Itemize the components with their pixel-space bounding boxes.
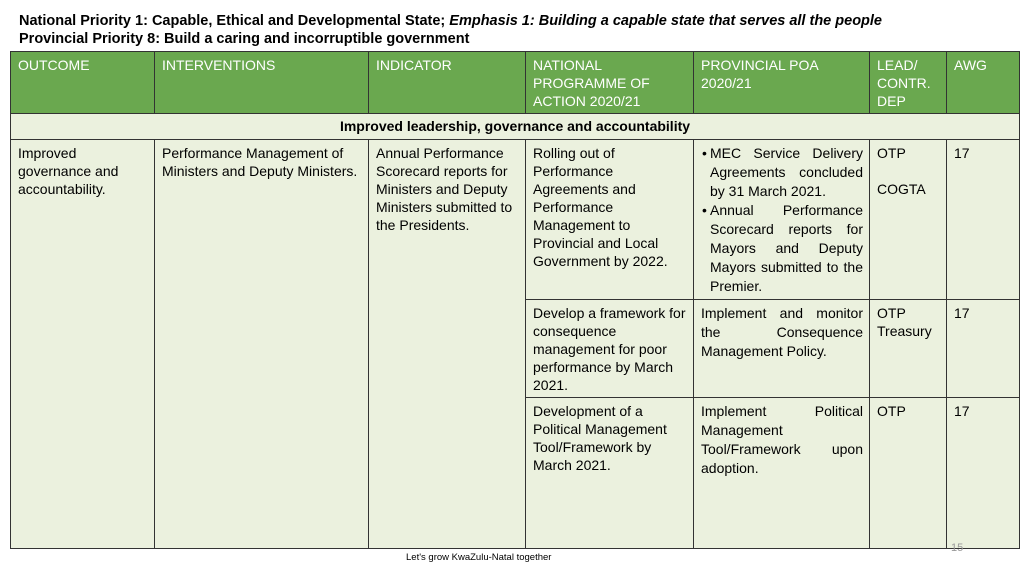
provincial-poa-cell: Implement and monitor the Consequence Management Policy. [694,300,870,398]
priority-table [10,51,1020,549]
header-outcome: OUTCOME [11,52,155,114]
section-title: Improved leadership, governance and accountability [11,114,1020,140]
national-priority-line [19,12,1019,30]
national-priority-text: National Priority 1: Capable, Ethical and Developmental State; [19,13,450,29]
lead-secondary: Treasury [877,323,932,339]
national-poa-cell: Development of a Political Management Tool/Framework by March 2021. [526,398,694,549]
table-row [11,140,1020,300]
awg-cell: 17 [947,398,1020,549]
footer-slogan: Let's grow KwaZulu-Natal together [406,552,552,563]
provincial-priority-line: Provincial Priority 8: Build a caring and incorruptible government [19,31,470,47]
lead-primary: OTP [877,305,906,321]
header-interventions: INTERVENTIONS [155,52,369,114]
lead-cell [870,140,947,300]
section-row [11,114,1020,140]
lead-secondary: COGTA [877,181,926,197]
provincial-poa-cell: Implement Political Management Tool/Framework upon adoption. [694,398,870,549]
lead-cell: OTP [870,398,947,549]
header-row [11,52,1020,114]
national-poa-cell: Rolling out of Performance Agreements and Performance Management to Provincial and Local Government by 2022. [526,140,694,300]
list-item: • MEC Service Delivery Agreements concluded by 31 March 2021. [710,144,863,201]
list-item: • Annual Performance Scorecard reports for Mayors and Deputy Mayors submitted to the Premier. [710,201,863,296]
national-poa-cell: Develop a framework for consequence management for poor performance by March 2021. [526,300,694,398]
page-number: 15 [951,542,964,554]
slide-heading [19,12,1019,48]
awg-cell: 17 [947,140,1020,300]
header-provincial-poa: PROVINCIAL POA 2020/21 [694,52,870,114]
emphasis-text: Emphasis 1: Building a capable state that serves all the people [449,13,883,29]
header-indicator: INDICATOR [369,52,526,114]
outcome-cell: Improved governance and accountability. [11,140,155,549]
awg-cell: 17 [947,300,1020,398]
intervention-cell: Performance Management of Ministers and Deputy Ministers. [155,140,369,549]
provincial-poa-list [701,144,863,296]
lead-cell [870,300,947,398]
header-awg: AWG [947,52,1020,114]
provincial-poa-cell [694,140,870,300]
lead-primary: OTP [877,145,906,161]
indicator-cell: Annual Performance Scorecard reports for Ministers and Deputy Ministers submitted to the Presidents. [369,140,526,549]
header-national-poa: NATIONAL PROGRAMME OF ACTION 2020/21 [526,52,694,114]
header-lead: LEAD/ CONTR. DEP [870,52,947,114]
